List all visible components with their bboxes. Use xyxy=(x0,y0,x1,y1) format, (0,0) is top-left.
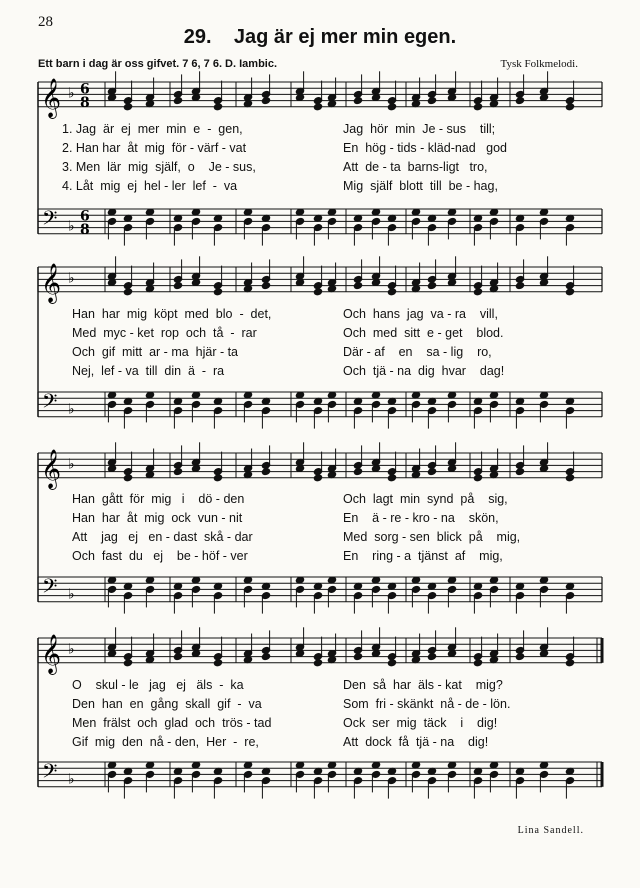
notehead xyxy=(173,468,182,476)
notehead xyxy=(387,474,396,482)
notehead xyxy=(473,474,482,482)
bass-clef-icon: 𝄢 xyxy=(42,206,58,235)
notehead xyxy=(123,474,132,482)
notehead xyxy=(123,288,132,296)
hymn-number: 29. xyxy=(183,26,212,48)
flat-icon: ♭ xyxy=(68,85,75,102)
treble-clef-icon: 𝄞 xyxy=(41,77,62,118)
lyric-first-half: Och fast du ej be - höf - ver xyxy=(72,549,248,563)
lyric-first-half: Gif mig den nå - den, Her - re, xyxy=(72,735,259,749)
lyric-line xyxy=(60,697,570,716)
lyric-first-half: Men frälst och glad och trös - tad xyxy=(72,716,272,730)
notehead xyxy=(565,659,574,667)
lyric-second-half: Och med sitt e - get blod. xyxy=(343,326,504,340)
notehead xyxy=(353,653,362,661)
notehead xyxy=(565,474,574,482)
lyric-first-half: Han har åt mig ock vun - nit xyxy=(72,511,243,525)
lyric-first-half: Och gif mitt ar - ma hjär - ta xyxy=(72,345,239,359)
flat-icon: ♭ xyxy=(68,270,75,287)
lyric-line xyxy=(60,345,570,364)
notehead xyxy=(213,103,222,111)
lyric-line xyxy=(60,716,570,735)
flat-icon: ♭ xyxy=(68,218,75,235)
notehead xyxy=(261,97,270,105)
author-credit: Lina Sandell. xyxy=(517,825,584,836)
notehead xyxy=(261,653,270,661)
notehead xyxy=(353,282,362,290)
tune-source: Tysk Folkmelodi. xyxy=(500,58,578,70)
notehead xyxy=(427,97,436,105)
notehead xyxy=(261,468,270,476)
notehead xyxy=(427,653,436,661)
flat-icon: ♭ xyxy=(68,771,75,788)
lyric-line xyxy=(60,530,570,549)
flat-icon: ♭ xyxy=(68,586,75,603)
lyric-first-half: 4. Låt mig ej hel - ler lef - va xyxy=(62,179,238,193)
lyric-first-half: Han gått för mig i dö - den xyxy=(72,492,245,506)
treble-clef-icon: 𝄞 xyxy=(41,633,62,674)
flat-icon: ♭ xyxy=(68,401,75,418)
flat-icon: ♭ xyxy=(68,456,75,473)
bass-clef-icon: 𝄢 xyxy=(42,759,58,788)
notehead xyxy=(173,282,182,290)
lyric-second-half: Med sorg - sen blick på mig, xyxy=(343,530,521,544)
notehead xyxy=(565,288,574,296)
flat-icon: ♭ xyxy=(68,641,75,658)
page-number: 28 xyxy=(38,14,53,30)
notehead xyxy=(353,468,362,476)
treble-clef-icon: 𝄞 xyxy=(41,262,62,303)
lyric-second-half: En hög - tids - kläd-nad god xyxy=(343,141,507,155)
notehead xyxy=(427,282,436,290)
lyric-second-half: Att de - ta barns-ligt tro, xyxy=(343,160,488,174)
bass-clef-icon: 𝄢 xyxy=(42,389,58,418)
lyric-line xyxy=(60,141,570,160)
lyric-line xyxy=(60,364,570,383)
lyric-line xyxy=(60,160,570,179)
notehead xyxy=(515,97,524,105)
lyric-second-half: En ä - re - kro - na skön, xyxy=(343,511,499,525)
lyric-first-half: 2. Han har åt mig för - värf - vat xyxy=(62,141,247,155)
lyric-line xyxy=(60,735,570,754)
notehead xyxy=(313,659,322,667)
lyric-line xyxy=(60,678,570,697)
lyric-second-half: Jag hör min Je - sus till; xyxy=(343,122,496,136)
lyric-first-half: Att jag ej en - dast skå - dar xyxy=(72,530,253,544)
lyric-second-half: Den så har äls - kat mig? xyxy=(343,678,503,692)
notehead xyxy=(387,659,396,667)
notehead xyxy=(313,474,322,482)
notehead xyxy=(565,103,574,111)
lyric-second-half: Som fri - skänkt nå - de - lön. xyxy=(343,697,511,711)
lyric-first-half: 1. Jag är ej mer min e - gen, xyxy=(62,122,243,136)
notehead xyxy=(123,659,132,667)
notehead xyxy=(261,282,270,290)
lyric-second-half: Ock ser mig täck i dig! xyxy=(343,716,498,730)
notehead xyxy=(387,288,396,296)
lyric-second-half: Och lagt min synd på sig, xyxy=(343,492,508,506)
lyric-line xyxy=(60,492,570,511)
lyric-second-half: En ring - a tjänst af mig, xyxy=(343,549,503,563)
notehead xyxy=(387,103,396,111)
time-signature-bottom: 8 xyxy=(80,94,90,111)
notehead xyxy=(123,103,132,111)
notehead xyxy=(213,288,222,296)
notehead xyxy=(473,288,482,296)
notehead xyxy=(515,653,524,661)
lyric-first-half: Han har mig köpt med blo - det, xyxy=(72,307,272,321)
lyric-line xyxy=(60,307,570,326)
time-signature-bottom: 8 xyxy=(80,221,90,238)
lyric-second-half: Och tjä - na dig hvar dag! xyxy=(343,364,505,378)
time-signature-top: 6 xyxy=(80,208,90,225)
lyric-first-half: Nej, lef - va till din ä - ra xyxy=(72,364,225,378)
treble-clef-icon: 𝄞 xyxy=(41,448,62,489)
tune-meter-info: Ett barn i dag är oss gifvet. 7 6, 7 6. D. Iambic. xyxy=(38,58,278,70)
lyric-first-half: Med myc - ket rop och tå - rar xyxy=(72,326,257,340)
notehead xyxy=(213,659,222,667)
lyric-first-half: 3. Men lär mig själf, o Je - sus, xyxy=(62,160,256,174)
lyric-second-half: Att dock få tjä - na dig! xyxy=(343,735,489,749)
lyric-line xyxy=(60,549,570,568)
lyric-line xyxy=(60,326,570,345)
notehead xyxy=(427,468,436,476)
lyric-second-half: Och hans jag va - ra vill, xyxy=(343,307,498,321)
notehead xyxy=(173,97,182,105)
lyric-first-half: O skul - le jag ej äls - ka xyxy=(72,678,244,692)
notehead xyxy=(313,288,322,296)
notehead xyxy=(173,653,182,661)
notehead xyxy=(473,103,482,111)
notehead xyxy=(515,468,524,476)
lyric-line xyxy=(60,122,570,141)
bass-clef-icon: 𝄢 xyxy=(42,574,58,603)
notehead xyxy=(313,103,322,111)
lyric-second-half: Där - af en sa - lig ro, xyxy=(343,345,492,359)
notehead xyxy=(353,97,362,105)
time-signature-top: 6 xyxy=(80,81,90,98)
lyric-second-half: Mig själf blott till be - hag, xyxy=(343,179,498,193)
notehead xyxy=(515,282,524,290)
lyric-line xyxy=(60,179,570,198)
hymn-title-text: Jag är ej mer min egen. xyxy=(233,26,457,48)
lyric-line xyxy=(60,511,570,530)
notehead xyxy=(213,474,222,482)
notehead xyxy=(473,659,482,667)
lyric-first-half: Den han en gång skall gif - va xyxy=(72,697,262,711)
